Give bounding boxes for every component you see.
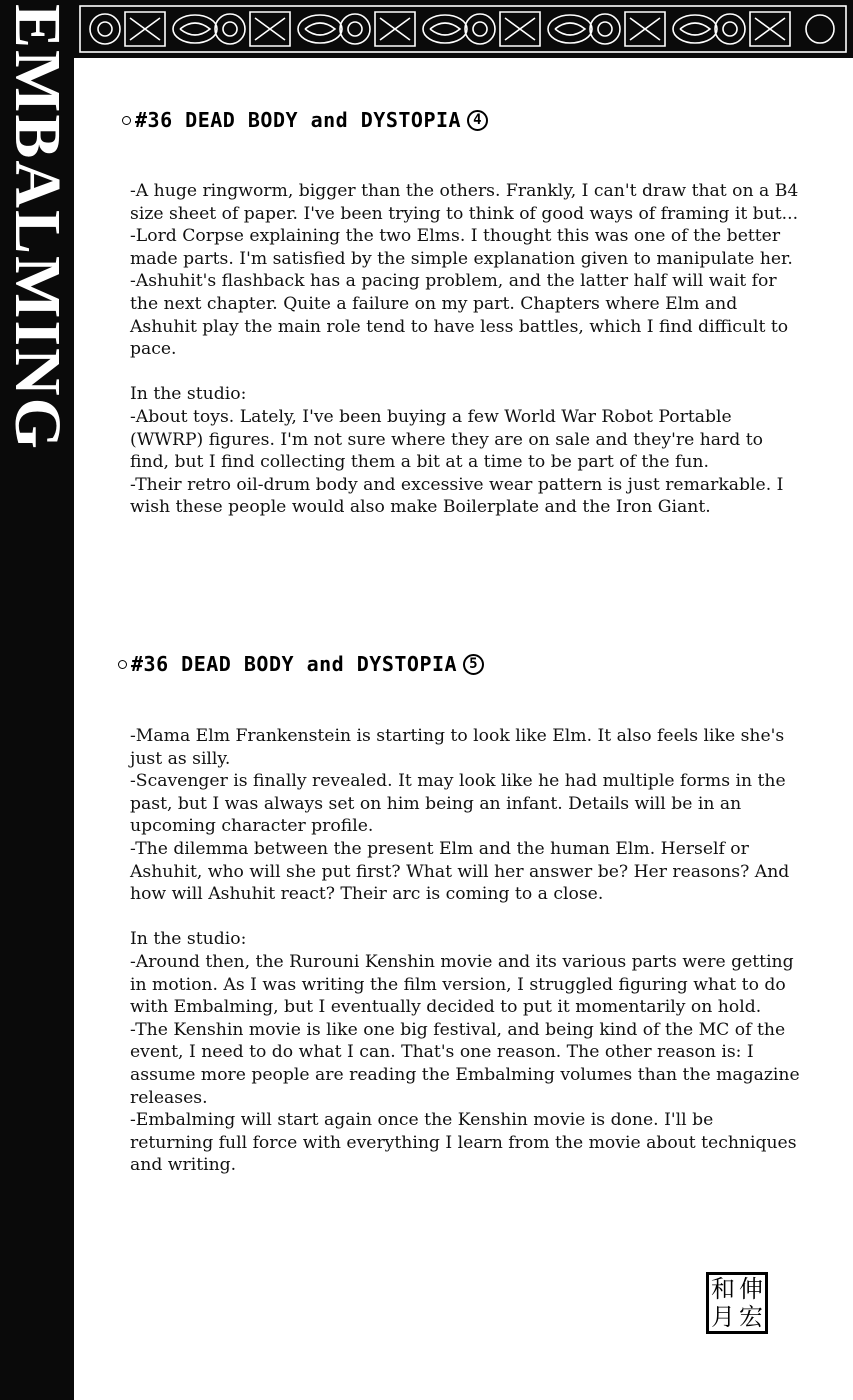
heading-bullet-icon: [118, 660, 127, 669]
section-heading-2: [118, 652, 484, 676]
section-body-1: [130, 180, 800, 519]
studio-paragraph: -Their retro oil-drum body and excessive wear pattern is just remarkable. I wish these people would also make Boilerplate and the Iron Giant.: [130, 474, 784, 518]
paragraph: -Ashuhit's flashback has a pacing problem, and the latter half will wait for the next chapter. Quite a failure on my part. Chapters where Elm and Ashuhit play the main role tend to have less battles, which I find difficult to pace.: [130, 271, 789, 360]
ornament-pattern: [0, 0, 853, 58]
top-ornament-band: [0, 0, 853, 58]
studio-label: In the studio:: [130, 929, 247, 950]
section-heading-1: [122, 108, 488, 132]
heading-text: #36 DEAD BODY and DYSTOPIA: [131, 652, 458, 676]
paragraph: -The dilemma between the present Elm and the human Elm. Herself or Ashuhit, who will she put first? What will her answer be? Her reasons? And how will Ashuhit react? Their arc is coming to a close.: [130, 838, 790, 905]
studio-paragraph: -The Kenshin movie is like one big festival, and being kind of the MC of the event, I need to do what I can. That's one reason. The other reason is: I assume more people are reading the Embalming volumes than the magazine releases.: [130, 1019, 800, 1108]
paragraph: -A huge ringworm, bigger than the others. Frankly, I can't draw that on a B4 size sheet of paper. I've been trying to think of good ways of framing it but...: [130, 181, 799, 224]
heading-bullet-icon: [122, 116, 131, 125]
studio-label: In the studio:: [130, 384, 247, 405]
paragraph: -Scavenger is finally revealed. It may look like he had multiple forms in the past, but I was always set on him being an infant. Details will be in an upcoming character profile.: [130, 771, 786, 837]
seal-char: 月: [711, 1303, 735, 1331]
studio-paragraph: -Around then, the Rurouni Kenshin movie and its various parts were getting in motion. As I was writing the film version, I struggled figuring what to do with Embalming, but I eventually decided to put it momentarily on hold.: [130, 951, 794, 1018]
paragraph: -Lord Corpse explaining the two Elms. I thought this was one of the better made parts. I'm satisfied by the simple explanation given to manipulate her.: [130, 226, 793, 269]
paragraph: -Mama Elm Frankenstein is starting to look like Elm. It also feels like she's just as silly.: [130, 726, 785, 769]
seal-char: 伸: [739, 1275, 763, 1303]
heading-number-circle: 5: [463, 654, 484, 675]
heading-text: #36 DEAD BODY and DYSTOPIA: [135, 108, 462, 132]
paragraph-gap: [130, 361, 800, 384]
studio-paragraph: -About toys. Lately, I've been buying a few World War Robot Portable (WWRP) figures. I'm not sure where they are on sale and they're hard to find, but I find collecting them a bit at a time to be part of the fun.: [130, 406, 763, 473]
seal-char: 和: [711, 1275, 735, 1303]
heading-number-circle: 4: [467, 110, 488, 131]
seal-char: 宏: [739, 1303, 763, 1331]
sidebar-title-bar: [0, 0, 74, 1400]
studio-paragraph: -Embalming will start again once the Kenshin movie is done. I'll be returning full force with everything I learn from the movie about techniques and writing.: [130, 1110, 797, 1176]
artist-seal: [706, 1272, 768, 1334]
paragraph-gap: [130, 906, 800, 929]
section-body-2: [130, 725, 800, 1177]
vertical-title: [1, 4, 74, 564]
vertical-title-text: EMBALMING: [1, 4, 74, 451]
